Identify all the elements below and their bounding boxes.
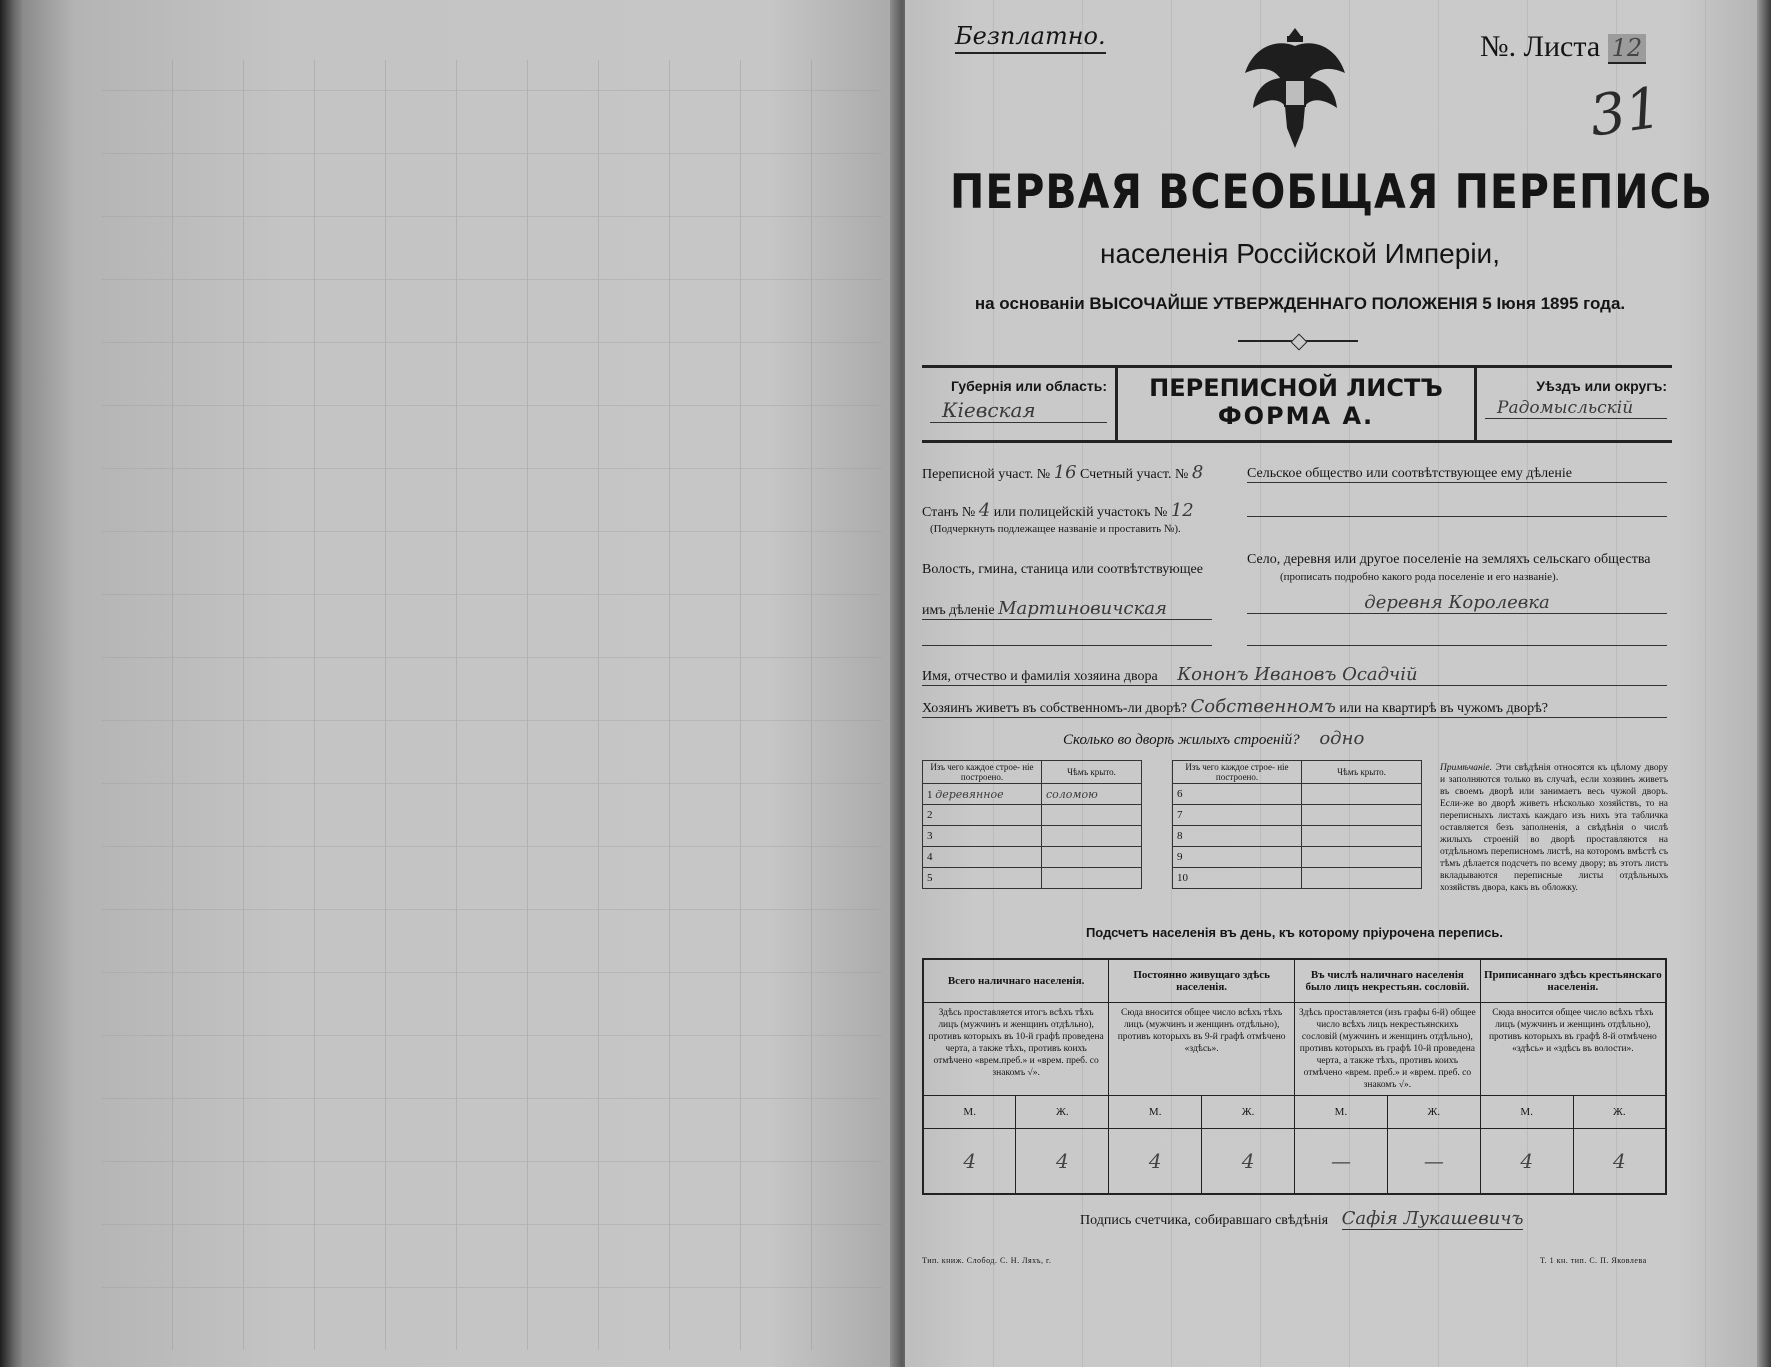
signature-row [1080, 1208, 1523, 1229]
material-value: деревянное [935, 787, 1004, 801]
form-header-box [922, 365, 1672, 443]
row-number: 8 [1173, 826, 1302, 847]
volost-extra-line [922, 645, 1212, 646]
row-number: 6 [1173, 784, 1302, 805]
form-title: ПЕРЕПИСНОЙ ЛИСТЪ [1149, 374, 1443, 402]
imprint-right: Т. 1 кн. тип. С. П. Яковлева [1540, 1256, 1647, 1265]
police-value: 12 [1170, 500, 1194, 521]
col-desc-total: Здѣсь проставляется итогъ всѣхъ тѣхъ лицъ (мужчинъ и женщинъ отдѣльно), противъ которыхъ въ 10-й графѣ проведена черта, а также тѣхъ, противъ коихъ отмѣчено «врем.преб.» и «врем. преб. со знакомъ √». [923, 1003, 1109, 1096]
buildings-table-left [922, 760, 1142, 889]
rural-society-line [1247, 516, 1667, 517]
population-count-table [922, 958, 1667, 1195]
apartment-label: или на квартирѣ въ чужомъ дворѣ? [1339, 701, 1548, 716]
double-headed-eagle-icon [1235, 18, 1355, 158]
stan-value: 4 [978, 500, 991, 521]
zh-label: Ж. [1016, 1096, 1109, 1129]
col-head-permanent: Постоянно живущаго здѣсь населенія. [1109, 959, 1295, 1003]
count-section-title: Подсчетъ населенія въ день, къ которому пріурочена перепись. [1085, 925, 1504, 940]
table-row [1173, 826, 1422, 847]
table-row [923, 784, 1142, 805]
row-number: 7 [1173, 805, 1302, 826]
table-row [923, 826, 1142, 847]
subtitle: населенія Россійской Имперіи, [1100, 238, 1500, 269]
count-registered-zh: 4 [1573, 1129, 1666, 1195]
table-row [923, 868, 1142, 889]
m-label: М. [923, 1096, 1016, 1129]
village-note: (прописать подробно какого рода поселеніе и его названіе). [1280, 571, 1559, 583]
count-non-peasant-zh: — [1387, 1129, 1480, 1195]
bleedthrough-grid [102, 60, 882, 1350]
handwritten-page-number: 31 [1585, 75, 1666, 150]
village-label: Село, деревня или другое поселеніе на земляхъ сельскаго общества [1247, 552, 1651, 567]
form-title-box [1118, 368, 1474, 440]
left-page-bleedthrough [22, 0, 902, 1367]
count-permanent-m: 4 [1109, 1129, 1202, 1195]
table-row [1173, 868, 1422, 889]
residence-row [922, 696, 1667, 718]
residence-label: Хозяинъ живетъ въ собственномъ-ли дворѣ? [922, 701, 1188, 716]
row-number: 1 [927, 788, 933, 801]
col-head-non-peasant: Въ числѣ наличнаго населенія было лицъ некрестьян. сословій. [1295, 959, 1481, 1003]
sheet-number-value: 12 [1608, 34, 1647, 64]
volost-label-2: имъ дѣленіе [922, 603, 995, 618]
table-row [1173, 805, 1422, 826]
roof-value: соломою [1042, 784, 1142, 805]
uezd-value: Радомысльскій [1485, 398, 1667, 419]
col-head-total: Всего наличнаго населенія. [923, 959, 1109, 1003]
col-desc-permanent: Сюда вносится общее число всѣхъ тѣхъ лицъ (мужчинъ и женщинъ отдѣльно), противъ которыхъ въ 9-й графѣ отмѣчено «здѣсь». [1109, 1003, 1295, 1096]
table-row [1173, 847, 1422, 868]
count-district-label: Счетный участ. № [1080, 467, 1189, 482]
note-text: Эти свѣдѣнія относятся къ цѣлому двору и заполняются только въ случаѣ, если хозяинъ живетъ въ своемъ дворѣ или занимаетъ весь чужой дворъ. Если-же во дворѣ живетъ нѣсколько хозяйствъ, то на переписныхъ листахъ каждаго изъ нихъ эта табличка оставляется безъ заполненія, а свѣдѣнія о числѣ жилыхъ строеній во дворѣ проставляются на отдѣльномъ переписномъ листѣ, на которомъ вмѣстѣ съ тѣмъ дѣлается подсчетъ по всему двору; въ этотъ листъ вкладываются переписные листы отдѣльныхъ хозяйствъ двора, какъ въ обложку. [1440, 763, 1669, 893]
roof-header: Чѣмъ крыто. [1042, 761, 1142, 784]
row-number: 4 [923, 847, 1042, 868]
buildings-table-right [1172, 760, 1422, 889]
count-district-value: 8 [1191, 462, 1204, 483]
row-number: 2 [923, 805, 1042, 826]
count-registered-m: 4 [1480, 1129, 1573, 1195]
row-number: 5 [923, 868, 1042, 889]
buildings-value: одно [1319, 728, 1365, 749]
owner-label: Имя, отчество и фамилія хозяина двора [922, 669, 1158, 684]
census-district-row [922, 462, 1203, 483]
count-non-peasant-m: — [1295, 1129, 1388, 1195]
village-extra-line [1247, 645, 1667, 646]
material-header: Изъ чего каждое строе- ніе построено. [1173, 761, 1302, 784]
uezd-box [1474, 368, 1675, 440]
table-row [1173, 784, 1422, 805]
imprint-left: Тип. книж. Слобод. С. Н. Ляхъ, г. [922, 1256, 1052, 1265]
m-label: М. [1295, 1096, 1388, 1129]
owner-value: Кононъ Ивановъ Осадчій [1177, 664, 1418, 685]
buildings-row [1063, 728, 1364, 749]
gubernia-box [922, 368, 1118, 440]
zh-label: Ж. [1202, 1096, 1295, 1129]
volost-value: Мартиновичская [998, 598, 1167, 619]
col-head-registered: Приписаннаго здѣсь крестьянскаго населенія. [1480, 959, 1666, 1003]
stan-row [922, 500, 1194, 521]
roof-header: Чѣмъ крыто. [1302, 761, 1422, 784]
rural-society-label: Сельское общество или соотвѣтствующее ему дѣленіе [1247, 466, 1667, 483]
gubernia-label: Губернія или область: [950, 378, 1107, 394]
col-desc-non-peasant: Здѣсь проставляется (изъ графы 6-й) общее число всѣхъ лицъ некрестьянскихъ сословій (мужчинъ и женщинъ отдѣльно), противъ которыхъ въ графѣ 10-й проведена черта, а также тѣхъ, противъ коихъ отмѣчено «врем. преб.» и «врем. преб. со знакомъ √». [1295, 1003, 1481, 1096]
form-code: ФОРМА А. [1217, 402, 1375, 430]
census-district-label: Переписной участ. № [922, 467, 1051, 482]
gubernia-value: Кіевская [930, 398, 1107, 423]
sheet-number-label: №. Листа [1480, 30, 1601, 63]
buildings-label: Сколько во дворѣ жилыхъ строеній? [1063, 732, 1300, 748]
buildings-note [1440, 762, 1668, 894]
residence-value: Собственномъ [1190, 696, 1336, 717]
book-left-edge [0, 0, 24, 1367]
census-district-value: 16 [1053, 462, 1077, 483]
col-desc-registered: Сюда вносится общее число всѣхъ тѣхъ лицъ (мужчинъ и женщинъ отдѣльно), противъ которыхъ въ графѣ 8-й отмѣчено «здѣсь» и «здѣсь въ волости». [1480, 1003, 1666, 1096]
row-number: 10 [1173, 868, 1302, 889]
signature-value: Сафія Лукашевичъ [1341, 1208, 1524, 1229]
divider-ornament [1238, 340, 1358, 342]
village-value: деревня Королевка [1247, 592, 1667, 614]
zh-label: Ж. [1387, 1096, 1480, 1129]
free-label: Безплатно. [955, 22, 1106, 54]
m-label: М. [1480, 1096, 1573, 1129]
count-total-zh: 4 [1016, 1129, 1109, 1195]
m-label: М. [1109, 1096, 1202, 1129]
count-total-m: 4 [923, 1129, 1016, 1195]
material-header: Изъ чего каждое строе- ніе построено. [923, 761, 1042, 784]
book-right-edge [1757, 0, 1771, 1367]
stan-label: Станъ № [922, 505, 976, 520]
signature-label: Подпись счетчика, собиравшаго свѣдѣнія [1080, 1213, 1329, 1228]
row-number: 3 [923, 826, 1042, 847]
row-number: 9 [1173, 847, 1302, 868]
volost-label: Волость, гмина, станица или соотвѣтствующее [922, 562, 1203, 577]
volost-row [922, 598, 1212, 620]
zh-label: Ж. [1573, 1096, 1666, 1129]
uezd-label: Уѣздъ или округъ: [1536, 378, 1667, 394]
table-row [923, 805, 1142, 826]
count-permanent-zh: 4 [1202, 1129, 1295, 1195]
underline-note: (Подчеркнуть подлежащее названіе и проставить №). [930, 523, 1181, 535]
police-label: или полицейскій участокъ № [993, 505, 1168, 520]
legal-basis: на основаніи ВЫСОЧАЙШЕ УТВЕРЖДЕННАГО ПОЛОЖЕНІЯ 5 Іюня 1895 года. [974, 294, 1626, 313]
sheet-number-field [1480, 30, 1646, 64]
owner-row [922, 664, 1667, 686]
note-title: Примѣчаніе. [1440, 763, 1492, 773]
main-title: ПЕРВАЯ ВСЕОБЩАЯ ПЕРЕПИСЬ [950, 164, 1713, 220]
table-row [923, 847, 1142, 868]
